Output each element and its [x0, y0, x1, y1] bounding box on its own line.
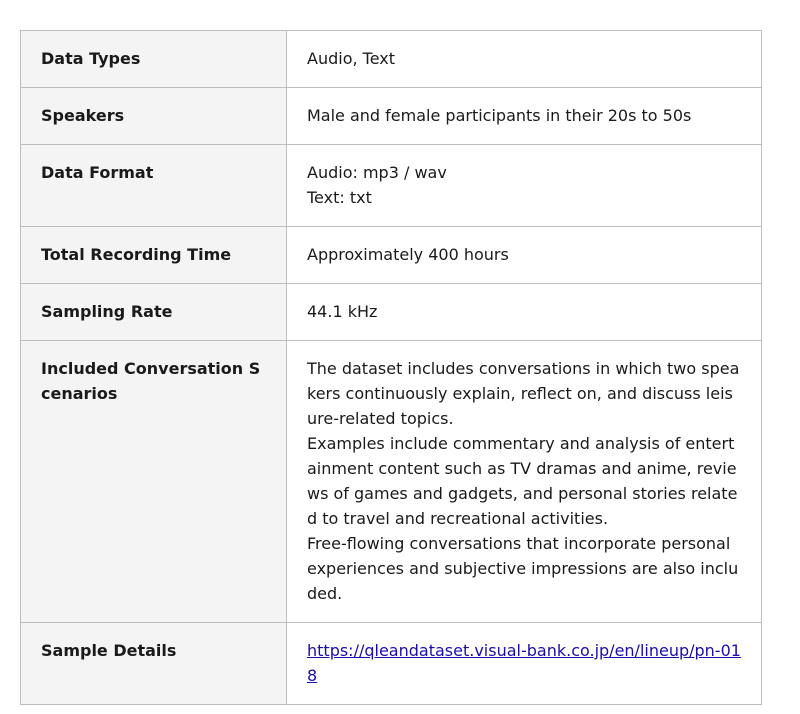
- value-line: Text: txt: [307, 188, 372, 207]
- row-value: [287, 145, 762, 227]
- row-value: [287, 227, 762, 284]
- value-line: Male and female participants in their 20s to 50s: [307, 106, 692, 125]
- value-line: Examples include commentary and analysis of entertainment content such as TV dramas and anime, reviews of games and gadgets, and personal stories related to travel and recreational activities.: [307, 434, 738, 528]
- sample-details-label: Sample Details: [21, 623, 287, 705]
- row-label: Total Recording Time: [21, 227, 287, 284]
- row-value: [287, 88, 762, 145]
- table-row: [21, 88, 762, 145]
- value-line: Approximately 400 hours: [307, 245, 509, 264]
- table-row: [21, 145, 762, 227]
- row-value: [287, 31, 762, 88]
- row-label: Speakers: [21, 88, 287, 145]
- row-value: [287, 623, 762, 705]
- table-row: [21, 341, 762, 623]
- row-value: [287, 341, 762, 623]
- dataset-spec-table: [20, 30, 762, 705]
- value-line: Audio, Text: [307, 49, 396, 68]
- row-label: Data Format: [21, 145, 287, 227]
- table-row: [21, 227, 762, 284]
- value-line: Free-flowing conversations that incorporate personal experiences and subjective impressions are also included.: [307, 534, 739, 603]
- table-row: [21, 623, 762, 705]
- table-row: [21, 31, 762, 88]
- row-label: Sampling Rate: [21, 284, 287, 341]
- row-label: Included Conversation Scenarios: [21, 341, 287, 623]
- table-row: [21, 284, 762, 341]
- value-line: Audio: mp3 / wav: [307, 163, 447, 182]
- row-label: Data Types: [21, 31, 287, 88]
- row-value: [287, 284, 762, 341]
- value-line: 44.1 kHz: [307, 302, 378, 321]
- sample-details-link[interactable]: https://qleandataset.visual-bank.co.jp/en/lineup/pn-018: [307, 641, 741, 685]
- value-line: The dataset includes conversations in which two speakers continuously explain, reflect on, and discuss leisure-related topics.: [307, 359, 740, 428]
